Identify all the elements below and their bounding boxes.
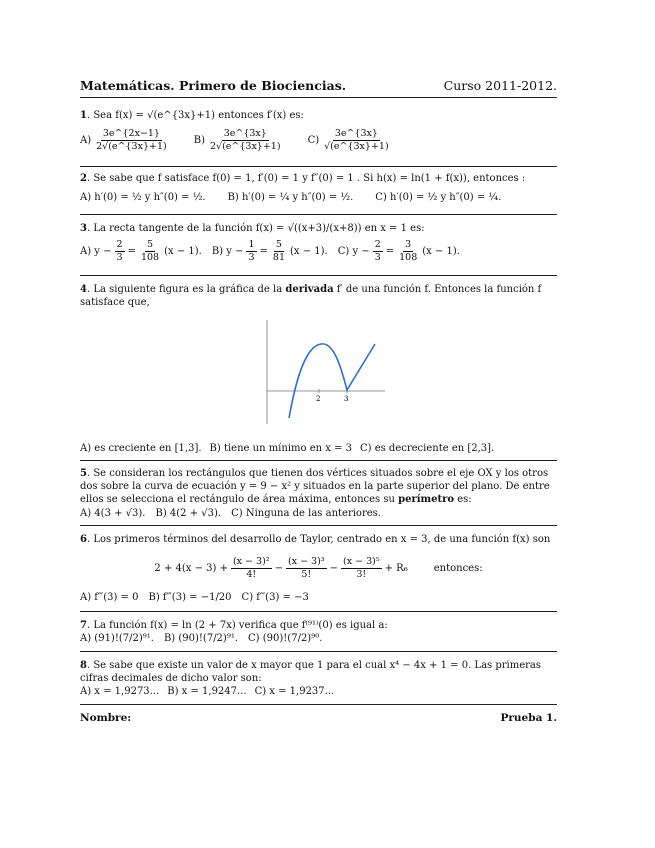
divider: [80, 275, 557, 276]
option-a: A) (91)!(7/2)⁹¹.: [80, 633, 154, 644]
question-3: 3. La recta tangente de la función f(x) = √((x+3)/(x+8)) en x = 1 es: A) y − $\frac{2}{3}$ = $\frac{5}{108}$ (x − 1). B) y − $\frac{1}{3}$ = $\frac{5}{81}$ (x − 1). C) y − $\frac{2}{3}$ = $\frac{3}{108}$ (x − 1).: [80, 223, 460, 263]
question-2: 2. Se sabe que f satisface f(0) = 1, f′(0) = 1 y f″(0) = 1 . Si h(x) = ln(1 + f(x)), entonces : A) h′(0) = ½ y h″(0) = ½. B) h′(0) = ¼ y h″(0) = ½. C) h′(0) = ½ y h″(0) = ¼.: [80, 173, 526, 203]
footer: [80, 712, 557, 724]
option-c: C) x = 1,9237...: [254, 686, 335, 697]
divider: [80, 651, 557, 652]
option-c: C) (90)!(7/2)⁹⁰.: [248, 633, 323, 644]
option-c: C) y − $\frac{2}{3}$ = $\frac{3}{108}$ (x − 1).: [337, 239, 460, 263]
question-5: 5. Se consideran los rectángulos que tienen dos vértices situados sobre el eje OX y los otros dos sobre la curva de ecuación y = 9 − x² y situados en la parte superior del plano. De entre ellos se selecciona el rectángulo de área máxima, entonces su perímetro es: A) 4(3 + √3). B) 4(2 + √3). C) Ninguna de las anteriores.: [80, 468, 550, 519]
option-b: B) $\frac{3e\^{}\{3x\}}{2√(e\^{}\{3x\}+1)}$: [193, 128, 281, 152]
options: [80, 128, 557, 153]
taylor-expression: 2 + 4(x − 3) + $\frac{\text{(x − 3)²}}{4!}$ − $\frac{\text{(x − 3)³}}{5!}$ − $\frac{\text{(x − 3)⁵}}{3!}$ + R₆ entonces:: [154, 556, 483, 580]
option-b: B) tiene un mínimo en x = 3: [209, 443, 352, 454]
tick-label-2: 2: [316, 395, 321, 403]
divider: [80, 611, 557, 612]
option-b: B) h′(0) = ¼ y h″(0) = ½.: [227, 192, 354, 203]
option-a: A) 4(3 + √3).: [80, 508, 146, 519]
option-c: C) Ninguna de las anteriores.: [231, 508, 381, 519]
header-title: Matemáticas. Primero de Biociencias.: [80, 78, 347, 93]
tick-label-3: 3: [344, 395, 349, 403]
question-4: 4. La siguiente figura es la gráfica de la derivada f′ de una función f. Entonces la función f satisface que,: [80, 284, 542, 308]
header: [80, 78, 557, 93]
question-6: 6. Los primeros términos del desarrollo de Taylor, centrado en x = 3, de una función f(x) son 2 + 4(x − 3) + $\frac{\text{(x − 3)²}}{4!}$ − $\frac{\text{(x − 3)³}}{5!}$ − $\frac{\text{(x − 3)⁵}}{3!}$ + R₆ entonces: A) f‴(3) = 0 B) f‴(3) = −1/20 C) f‴(3) = −3: [80, 533, 557, 604]
test-label: Prueba 1.: [500, 712, 557, 724]
option-b: B) 4(2 + √3).: [155, 508, 222, 519]
option-a: A) x = 1,9273...: [80, 686, 160, 697]
name-label: Nombre:: [80, 712, 132, 724]
option-a: A) $\frac{3e\^{}\{2x-1\}}{2√(e\^{}\{3x\}+1)}$: [80, 128, 167, 152]
option-c: C) es decreciente en [2,3].: [359, 443, 495, 454]
option-b: B) (90)!(7/2)⁹¹.: [163, 633, 239, 644]
divider: [80, 460, 557, 461]
question-8: 8. Se sabe que existe un valor de x mayor que 1 para el cual x⁴ − 4x + 1 = 0. Las primeras cifras decimales de dicho valor son: A) x = 1,9273... B) x = 1,9247... C) x = 1,9237...: [80, 660, 541, 697]
header-rule: [80, 97, 557, 98]
question-number: 1: [80, 110, 87, 121]
header-course: Curso 2011-2012.: [443, 78, 557, 93]
option-c: C) $\frac{3e\^{}\{3x\}}{√(e\^{}\{3x\}+1)}$: [307, 128, 389, 152]
option-b: B) y − $\frac{1}{3}$ = $\frac{5}{81}$ (x − 1).: [211, 239, 328, 263]
divider: [80, 166, 557, 167]
option-b: B) f‴(3) = −1/20: [148, 592, 232, 603]
option-a: A) f‴(3) = 0: [80, 592, 139, 603]
option-c: C) h′(0) = ½ y h″(0) = ¼.: [375, 192, 502, 203]
option-a: A) h′(0) = ½ y h″(0) = ½.: [80, 192, 206, 203]
question-text: Sea f(x) = √(e^{3x}+1) entonces f′(x) es:: [93, 110, 304, 121]
option-a: A) es creciente en [1,3].: [80, 443, 202, 454]
question-1: 1. Sea f(x) = √(e^{3x}+1) entonces f′(x) es: A) $\frac{3e\^{}\{2x-1\}}{2√(e\^{}\{3x\}+1)}$ B) $\frac{3e\^{}\{3x\}}{2√(e\^{}\{3x\}+1)}$ C) $\frac{3e\^{}\{3x\}}{√(e\^{}\{3x\}+1)}$: [80, 109, 557, 153]
option-c: C) f‴(3) = −3: [241, 592, 309, 603]
divider: [80, 525, 557, 526]
derivative-curve: [289, 344, 375, 418]
option-b: B) x = 1,9247...: [167, 686, 247, 697]
derivative-graph: [255, 318, 395, 428]
divider: [80, 214, 557, 215]
question-7: 7. La función f(x) = ln (2 + 7x) verifica que f⁽⁹¹⁾(0) es igual a: A) (91)!(7/2)⁹¹. B) (90)!(7/2)⁹¹. C) (90)!(7/2)⁹⁰.: [80, 620, 388, 644]
option-a: A) y − $\frac{2}{3}$ = $\frac{5}{108}$ (x − 1).: [80, 239, 202, 263]
divider: [80, 704, 557, 705]
